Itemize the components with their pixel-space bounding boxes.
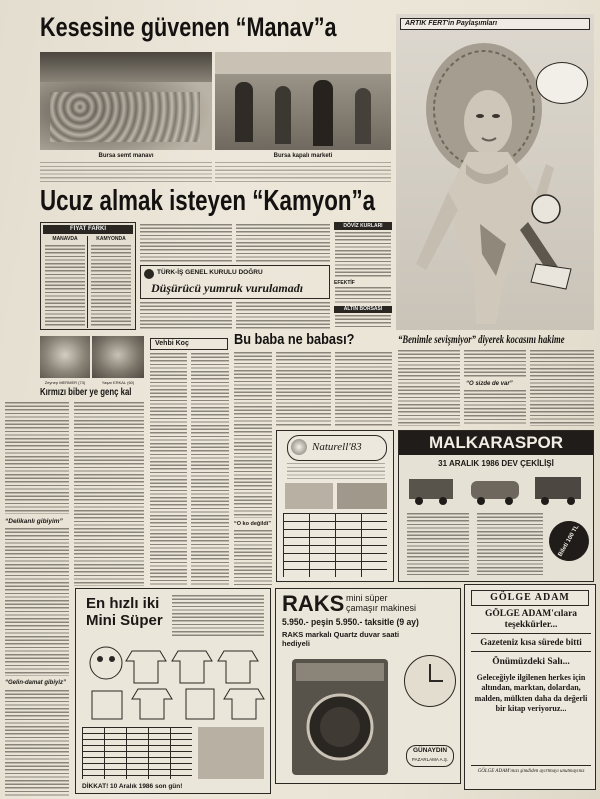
price-table-title: FİYAT FARKI xyxy=(43,225,133,234)
text-column xyxy=(236,302,330,330)
prize-vehicles-icon xyxy=(407,473,585,507)
photo-covered-market xyxy=(215,52,391,150)
headline-manav: Kesesine güvenen “Manav”a xyxy=(40,12,337,42)
table-rows xyxy=(91,245,131,327)
text-column xyxy=(215,162,391,184)
golge-adam-next: Önümüzdeki Salı... xyxy=(492,657,570,667)
ad-footer: DİKKAT! 10 Aralık 1986 son gün! xyxy=(82,783,183,790)
photo-market-stall xyxy=(40,52,212,150)
product-image xyxy=(198,727,264,779)
golge-adam-sold-out: Gazeteniz kısa sürede bitti xyxy=(480,637,582,647)
text-column xyxy=(191,353,229,585)
text-column xyxy=(530,350,594,426)
coupon-form xyxy=(283,513,387,577)
mini-super-ad xyxy=(75,588,271,794)
ad-headline-line1: En hızlı iki xyxy=(86,595,160,612)
product-image xyxy=(337,483,387,509)
table-rows xyxy=(45,245,85,327)
text-column xyxy=(236,224,330,262)
union-kicker: TÜRK-İŞ GENEL KURULU DOĞRU xyxy=(157,269,263,276)
malkaraspor-title: MALKARASPOR xyxy=(399,431,593,455)
photo-person xyxy=(40,336,90,378)
malkaraspor-ad xyxy=(398,430,594,582)
text-column xyxy=(234,530,272,585)
seller-name: GÜNAYDIN xyxy=(412,747,448,754)
golge-adam-pitch: Geleceğiyle ilgilenen herkes için altından, marktan, dolardan, malden, mülkten daha da değerli bir kitap veriyoruz... xyxy=(474,673,588,714)
photo-caption: Bursa semt manavı xyxy=(98,153,154,159)
text-block xyxy=(172,595,264,637)
seller-logo xyxy=(406,745,454,767)
price-table xyxy=(40,222,136,330)
golge-adam-logo xyxy=(471,590,589,606)
subhead: “Delikanlı gibiyim” xyxy=(5,518,63,525)
raks-line2: çamaşır makinesi xyxy=(346,603,417,613)
text-column xyxy=(150,353,187,585)
wall-clock-icon xyxy=(404,655,456,707)
flower-icon xyxy=(291,439,307,455)
gold-title: ALTIN BORSASI xyxy=(334,306,392,313)
headline-court: “Benimle sevişmiyor” diyerek kocasını hakime xyxy=(398,332,565,346)
exchange-title: DÖVİZ KURLARI xyxy=(334,222,392,230)
golge-adam-ad xyxy=(464,584,596,790)
text-column xyxy=(140,224,232,262)
photo-caption: Bursa kapalı marketi xyxy=(273,153,333,159)
speech-bubble xyxy=(536,62,588,104)
malkaraspor-subtitle: 31 ARALIK 1986 DEV ÇEKİLİŞİ xyxy=(438,459,554,468)
text-column xyxy=(5,690,69,796)
union-box xyxy=(140,265,330,299)
photo-pinup xyxy=(396,14,594,330)
text-column xyxy=(5,402,69,514)
raks-brand: RAKS xyxy=(282,591,345,616)
text-column xyxy=(234,352,272,518)
seller-sub: PAZARLAMA A.Ş. xyxy=(411,757,449,762)
exchange-subtitle: EFEKTİF xyxy=(334,280,355,286)
subhead: “Gelin-damat gibiyiz” xyxy=(5,680,67,686)
text-block xyxy=(287,463,385,479)
text-column xyxy=(276,352,331,426)
raks-ad xyxy=(275,588,461,784)
raks-gift: RAKS markalı Quartz duvar saati hediyeli xyxy=(282,630,400,648)
text-column xyxy=(40,162,212,184)
headline-father: Bu baba ne babası? xyxy=(234,331,355,348)
table-rows xyxy=(335,287,391,303)
byline-box: Vehbi Koç xyxy=(150,338,228,350)
ad-headline-line2: Mini Süper xyxy=(86,612,163,629)
subhead: “O sizde de var” xyxy=(466,381,513,387)
naturell-logo xyxy=(287,435,387,461)
headline-kamyon: Ucuz almak isteyen “Kamyon”a xyxy=(40,185,376,217)
raks-line1: mini süper xyxy=(346,593,388,603)
washing-machine-icon xyxy=(286,655,396,779)
golge-adam-reminder: GÖLGE ADAM'ınızı şimdiden ayırtmayı unutmayınız xyxy=(477,769,585,774)
product-image xyxy=(285,483,333,509)
raks-price: 5.950.- peşin 5.950.- taksitle (9 ay) xyxy=(282,617,419,628)
prize-list xyxy=(477,513,543,575)
table-rows xyxy=(335,315,391,329)
union-logo-icon xyxy=(144,269,154,279)
text-column xyxy=(398,350,460,426)
photo-caption: Yaşar ERKAL (60) xyxy=(101,380,135,385)
naturell-ad xyxy=(276,430,394,582)
price-badge: Bileti 100 TL xyxy=(542,514,597,569)
text-column xyxy=(74,402,144,586)
golge-adam-thanks: GÖLGE ADAM'cılara teşekkürler... xyxy=(484,609,578,630)
photo-person xyxy=(92,336,144,378)
column-header: MANAVDA xyxy=(52,236,78,242)
subhead: “O ko değildi” xyxy=(234,521,271,527)
photo-caption: Zeynep MERMER (73) xyxy=(44,380,86,385)
prize-list xyxy=(407,513,469,575)
union-headline: Düşürücü yumruk vurulamadı xyxy=(151,281,304,295)
text-column xyxy=(464,390,526,426)
column-header: KAMYONDA xyxy=(96,236,126,242)
baby-clothes-icon xyxy=(82,641,266,723)
text-column xyxy=(5,528,69,676)
text-column xyxy=(335,352,392,426)
pinup-header: ARTIK FERT'in Paylaşımları xyxy=(400,18,590,30)
text-column xyxy=(140,302,232,330)
naturell-brand: Naturell'83 xyxy=(312,441,362,453)
text-column xyxy=(464,350,526,378)
golge-adam-logo-text: GÖLGE ADAM xyxy=(490,592,570,603)
table-rows xyxy=(335,232,391,278)
headline-pepper: Kırmızı biber ye genç kal xyxy=(40,387,132,398)
exchange-table xyxy=(334,222,392,330)
order-form xyxy=(82,727,192,779)
